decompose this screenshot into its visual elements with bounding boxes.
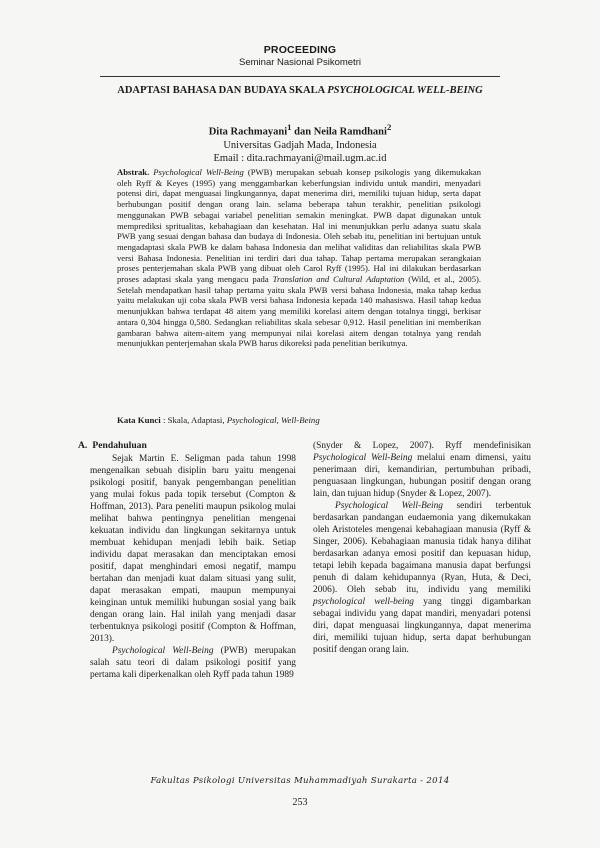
left-p2-italic: Psychological Well-Being [112, 646, 214, 656]
left-paragraph-1 [78, 453, 296, 645]
abstract-tca: Translation and Cultural Adaptation [272, 274, 405, 285]
left-p1-text: Sejak Martin E. Seligman pada tahun 1998 mengenalkan sebuah disiplin baru yaitu mengenai psikologi positif, banyak pengembangan penelitian yang mulai fokus pada topik tersebut (Compton & Hoffman, 2013). Para peneliti maupun psikolog mulai melihat bahwa pentingnya penelitian mengenai kekuatan individu dan lingkungan sekitarnya untuk membuat kehidupan menjadi lebih baik. Setiap individu dapat merasakan dan menciptakan emosi positif, dapat menghindari emosi negatif, mampu bertahan dan menjadi kuat dalam situasi yang sulit, dapat merasakan empati, maupun mempunyai keinginan untuk memiliki hubungan sosial yang baik dengan orang lain. Hal inilah yang menjadi dasar terbentuknya psikologi positif (Compton & Hoffman, 2013). [90, 454, 296, 644]
proceeding-label: PROCEEDING [263, 44, 337, 56]
affiliation: Universitas Gadjah Mada, Indonesia [223, 139, 377, 151]
author-names [60, 121, 540, 139]
section-title: Pendahuluan [92, 440, 147, 451]
right-p2-italic: Psychological Well-Being [335, 501, 443, 511]
abstract-text-2: (PWB) merupakan sebuah konsep psikologis yang dikemukakan oleh Ryff & Keyes (1995) yang menggambarkan keberfungsian individu untuk mandiri, menyadari potensi diri, dapat menguasai lingkungannya, dapat menerima diri, memiliki tujuan hidup, serta dapat berhubungan positif dengan orang lain. selama beberapa tahun terakhir, penelitian psikologi menggunakan PWB sebagai variabel penelitian semakin meningkat. PWB dapat digunakan untuk memprediksi spritualitas, kebahagiaan dan kesehatan. Hal ini menunjukkan perlu adanya suatu skala PWB yang sesuai dengan bahasa dan budaya di Indonesia. Oleh sebab itu, penelitian ini bertujuan untuk mengadaptasi skala PWB ke dalam bahasa Indonesia dan melihat validitas dan reliabilitas skala PWB versi Bahasa Indonesia. Penelitian ini terdiri dari dua tahap. Tahap pertama merupakan serangkaian proses penterjemahan skala PWB yang dibuat oleh Carol Ryff (1995). Hal ini dilakukan berdasarkan proses adaptasi skala yang mengacu pada [117, 167, 482, 285]
left-p2-text: (PWB) merupakan salah satu teori di dalam psikologi positif yang pertama kali diperkenalkan oleh Ryff pada tahun 1989 [90, 646, 296, 680]
section-number: A. [78, 440, 88, 451]
right-p1-italic: Psychological Well-Being [313, 453, 413, 463]
paper-title [60, 85, 540, 96]
right-p1-b: melalui enam dimensi, yaitu penerimaan diri, kemandirian, pertumbuhan pribadi, penguasaan lingkungan, hubungan positif dengan orang lain, dan tujuan hidup (Snyder & Lopez, 2007). [313, 453, 531, 499]
abstract [117, 167, 481, 349]
footer-text: Fakultas Psikologi Universitas Muhammadiyah Surakarta - 2014 [150, 776, 450, 786]
abstract-pwb: Psychological Well-Being [153, 167, 244, 177]
right-p2-b: yang tinggi digambarkan sebagai individu yang dapat mandiri, menyadari potensi diri, dapat menguasai lingkungannya, dapat menerima diri, memiliki tujuan hidup, serta dapat berhubungan positif dengan orang lain. [313, 597, 531, 655]
keywords-psy: Psychological [226, 415, 277, 425]
abstract-text-3: (Wild, et al., 2005). Setelah mendapatkan hasil tahap pertama yaitu skala PWB versi bahasa Indonesia, maka tahap kedua yaitu melakukan uji coba skala PWB versi bahasa Indonesia kepada 140 mahasiswa. Hasil tahap kedua menunjukkan bahwa terdapat 48 aitem yang memiliki korelasi aitem dengan totalnya tinggi, berkisar antara 0,304 hingga 0,580. Sedangkan reliabilitas skala sebesar 0,912. Hasil penelitian ini memberikan gambaran bahwa aitem-aitem yang mempunyai nilai korelasi aitem dengan totalnya yang rendah menunjukkan penterjemahan skala PWB harus dikoreksi pada penelitian berikutnya. [117, 274, 482, 349]
author-1-sup: 1 [287, 122, 292, 132]
keywords-wb: Well-Being [280, 415, 320, 425]
section-heading [78, 440, 296, 452]
keywords-label: Kata Kunci [117, 415, 161, 425]
right-p2-a: sendiri terbentuk berdasarkan pandangan eudaemonia yang dikemukakan oleh Aristoteles mengenai kebahagiaan manusia (Ryff & Singer, 2006). Kebahagiaan manusia tidak hanya dilihat berdasarkan adanya emosi positif dan kepuasan hidup, tetapi lebih kepada bagaimana manusia dapat berfungsi penuh di dalam kehidupannya (Ryan, Huta, & Deci, 2006). Oleh sebab itu, individu yang memiliki [313, 501, 532, 595]
email: Email : dita.rachmayani@mail.ugm.ac.id [213, 152, 387, 164]
title-text: ADAPTASI BAHASA DAN BUDAYA SKALA [117, 85, 328, 96]
authors-block [60, 121, 540, 165]
abstract-label: Abstrak. [117, 167, 150, 177]
keywords-text: : Skala, Adaptasi, [160, 415, 227, 425]
right-paragraph-2 [313, 500, 531, 656]
author-2-sup: 2 [386, 122, 392, 132]
author-conj: dan [291, 126, 314, 138]
left-column [78, 440, 296, 681]
proceeding-header [0, 44, 600, 68]
left-paragraph-2 [78, 645, 296, 681]
title-italic: PSYCHOLOGICAL WELL-BEING [327, 85, 483, 96]
right-paragraph-1 [313, 440, 531, 500]
header-rule [100, 76, 500, 77]
author-2: Neila Ramdhani [313, 126, 387, 138]
right-p1-a: (Snyder & Lopez, 2007). Ryff mendefinisikan [313, 441, 531, 451]
page-number: 253 [292, 797, 308, 808]
author-1: Dita Rachmayani [208, 126, 288, 138]
right-p2-italic-2: psychological well-being [313, 597, 414, 607]
keywords-comma: , [276, 415, 281, 425]
right-column [313, 440, 531, 656]
seminar-name: Seminar Nasional Psikometri [239, 57, 361, 68]
keywords [117, 415, 497, 425]
